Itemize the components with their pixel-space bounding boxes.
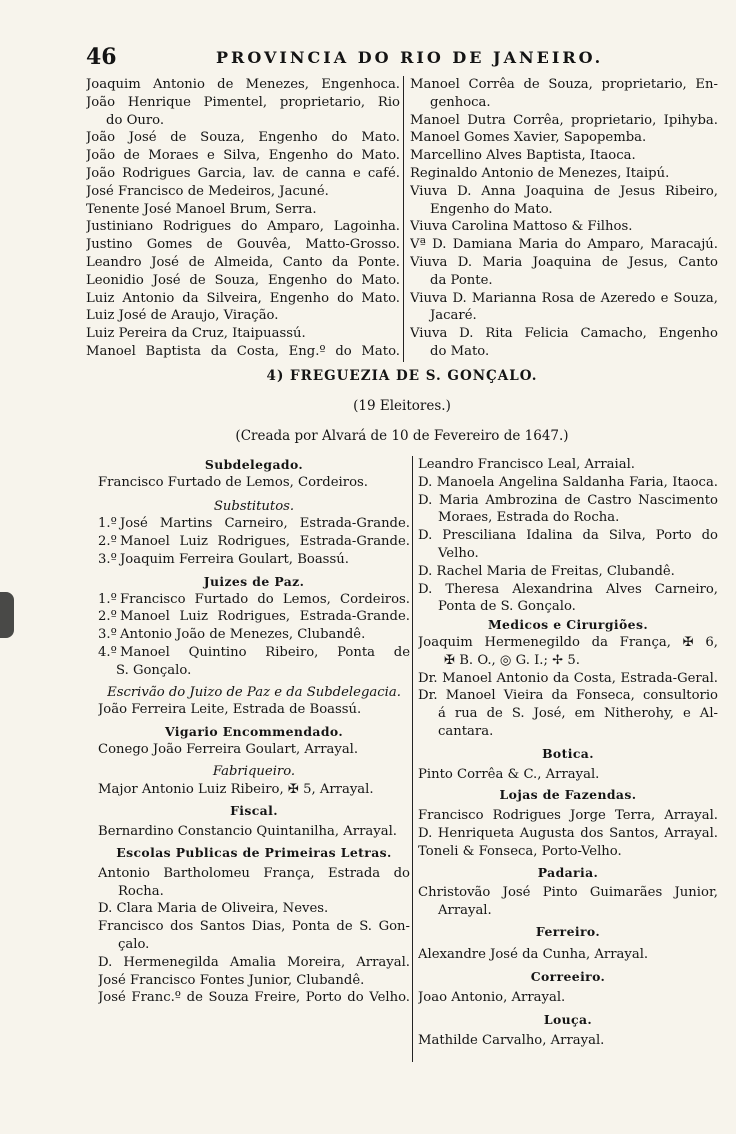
item-text: Manoel Luiz Rodrigues, Estrada-Grande. xyxy=(120,609,410,625)
item-number: 1.º xyxy=(98,591,117,607)
louca-heading: Louça. xyxy=(543,1012,593,1028)
fiscal-heading: Fiscal. xyxy=(230,803,278,819)
escola-item: José Franc.º de Souza Freire, Porto do Velho. xyxy=(98,990,410,1006)
item-number: 2.º xyxy=(98,534,117,550)
loja-item: Toneli & Fonseca, Porto-Velho. xyxy=(418,843,622,859)
list-item: João de Moraes e Silva, Engenho do Mato. xyxy=(86,148,400,164)
escola-item: D. Manoela Angelina Saldanha Faria, Itaoca. xyxy=(418,474,718,490)
item-number: 4.º xyxy=(98,644,117,660)
item-text: Francisco Furtado do Lemos, Cordeiros. xyxy=(120,591,410,607)
column-divider xyxy=(412,456,413,1062)
page-header xyxy=(86,44,718,72)
list-item: Jacaré. xyxy=(430,308,477,324)
padaria-heading: Padaria. xyxy=(537,864,599,880)
list-item: Tenente José Manoel Brum, Serra. xyxy=(86,201,317,217)
item-number: 3.º xyxy=(98,551,117,567)
page-title: PROVINCIA DO RIO DE JANEIRO. xyxy=(216,48,604,67)
vigario-heading: Vigario Encommendado. xyxy=(164,724,344,740)
subdelegado-entry: Francisco Furtado de Lemos, Cordeiros. xyxy=(98,474,368,490)
escola-item: Velho. xyxy=(438,545,479,561)
list-item: Reginaldo Antonio de Menezes, Itaipú. xyxy=(410,165,670,181)
list-item: Viuva D. Rita Felicia Camacho, Engenho xyxy=(410,326,718,342)
escrivao-entry: João Ferreira Leite, Estrada de Boassú. xyxy=(98,702,362,718)
list-item: Viuva D. Marianna Rosa de Azeredo e Souza, xyxy=(410,290,718,306)
juiz-item xyxy=(98,591,410,609)
padaria-entry: Christovão José Pinto Guimarães Junior, xyxy=(418,885,718,901)
section-electors: (19 Eleitores.) xyxy=(353,398,451,414)
item-number: 3.º xyxy=(98,627,117,643)
fabriqueiro-heading: Fabriqueiro. xyxy=(212,763,296,779)
list-item: Engenho do Mato. xyxy=(430,201,553,217)
botica-entry: Pinto Corrêa & C., Arrayal. xyxy=(418,766,600,782)
escola-item: D. Theresa Alexandrina Alves Carneiro, xyxy=(418,581,718,597)
escola-item: D. Presciliana Idalina da Silva, Porto do xyxy=(418,528,718,544)
list-item: Manoel Gomes Xavier, Sapopemba. xyxy=(410,130,647,146)
substituto-item xyxy=(98,515,410,533)
fiscal-entry: Bernardino Constancio Quintanilha, Arrayal. xyxy=(98,824,397,840)
medico-item: Joaquim Hermenegildo da França, ✠ 6, xyxy=(418,634,718,650)
escola-item: çalo. xyxy=(118,936,150,952)
item-text: Antonio João de Menezes, Clubandê. xyxy=(120,627,366,643)
list-item: Leandro José de Almeida, Canto da Ponte. xyxy=(86,254,400,270)
top-left-column xyxy=(86,76,400,361)
escola-item: Francisco dos Santos Dias, Ponta de S. Gon- xyxy=(98,919,410,935)
list-item: do Ouro. xyxy=(106,112,165,128)
substituto-item xyxy=(98,533,410,551)
lojas-heading: Lojas de Fazendas. xyxy=(499,787,637,803)
vigario-entry: Conego João Ferreira Goulart, Arrayal. xyxy=(98,741,359,757)
loja-item: D. Henriqueta Augusta dos Santos, Arrayal. xyxy=(418,825,718,841)
list-item: José Francisco de Medeiros, Jacuné. xyxy=(86,183,329,199)
escola-item: D. Clara Maria de Oliveira, Neves. xyxy=(98,901,329,917)
binding-ink-mark xyxy=(0,592,14,638)
correeiro-entry: Joao Antonio, Arrayal. xyxy=(418,990,566,1006)
item-text: Manoel Quintino Ribeiro, Ponta de xyxy=(120,644,410,660)
medico-item: á rua de S. José, em Nitherohy, e Al- xyxy=(438,706,718,722)
substituto-item xyxy=(98,551,410,569)
page-number: 46 xyxy=(86,44,117,70)
list-item: Luiz Antonio da Silveira, Engenho do Mato. xyxy=(86,290,400,306)
list-item: Vª D. Damiana Maria do Amparo, Maracajú. xyxy=(410,237,718,253)
item-text: José Martins Carneiro, Estrada-Grande. xyxy=(120,516,410,532)
list-item: Manoel Dutra Corrêa, proprietario, Ipihyba. xyxy=(410,112,718,128)
medicos-heading: Medicos e Cirurgiões. xyxy=(487,617,649,633)
escola-item: Antonio Bartholomeu França, Estrada do xyxy=(98,865,410,881)
medico-item: cantara. xyxy=(438,723,494,739)
botica-heading: Botica. xyxy=(542,745,594,761)
list-item: João Henrique Pimentel, proprietario, Rio xyxy=(86,94,400,110)
list-item: Justiniano Rodrigues do Amparo, Lagoinha. xyxy=(86,219,400,235)
loja-item: Francisco Rodrigues Jorge Terra, Arrayal. xyxy=(418,808,718,824)
list-item: Luiz Pereira da Cruz, Itaipuassú. xyxy=(86,326,306,342)
list-item: Justino Gomes de Gouvêa, Matto-Grosso. xyxy=(86,237,400,253)
medico-item: Dr. Manoel Vieira da Fonseca, consultorio xyxy=(418,688,718,704)
fabriqueiro-entry: Major Antonio Luiz Ribeiro, ✠ 5, Arrayal. xyxy=(98,781,374,797)
item-text: Joaquim Ferreira Goulart, Boassú. xyxy=(120,551,349,567)
escola-item: Ponta de S. Gonçalo. xyxy=(438,599,576,615)
medico-item: ✠ B. O., ◎ G. I.; ✢ 5. xyxy=(444,652,580,668)
escola-item: D. Rachel Maria de Freitas, Clubandê. xyxy=(418,563,675,579)
section-created-note: (Creada por Alvará de 10 de Fevereiro de 1647.) xyxy=(235,428,569,444)
list-item: genhoca. xyxy=(430,94,491,110)
padaria-entry: Arrayal. xyxy=(438,903,492,919)
juiz-item-cont: S. Gonçalo. xyxy=(116,662,192,678)
bottom-right-column xyxy=(418,456,718,1050)
escolas-heading: Escolas Publicas de Primeiras Letras. xyxy=(116,844,392,860)
list-item: Luiz José de Araujo, Viração. xyxy=(86,308,279,324)
juizes-heading: Juizes de Paz. xyxy=(203,573,305,589)
list-item: Viuva Carolina Mattoso & Filhos. xyxy=(410,219,633,235)
list-item: Viuva D. Maria Joaquina de Jesus, Canto xyxy=(410,254,718,270)
juiz-item xyxy=(98,608,410,626)
escola-item: Moraes, Estrada do Rocha. xyxy=(438,510,620,526)
item-number: 1.º xyxy=(98,516,117,532)
item-number: 2.º xyxy=(98,609,117,625)
list-item: da Ponte. xyxy=(430,272,493,288)
bottom-left-column xyxy=(98,456,410,1007)
list-item: João José de Souza, Engenho do Mato. xyxy=(86,130,400,146)
list-item: Manoel Baptista da Costa, Eng.º do Mato. xyxy=(86,343,400,359)
escola-item: Leandro Francisco Leal, Arraial. xyxy=(418,457,636,472)
list-item: João Rodrigues Garcia, lav. de canna e café. xyxy=(86,165,400,181)
list-item: Leonidio José de Souza, Engenho do Mato. xyxy=(86,272,400,288)
column-divider xyxy=(403,76,404,362)
ferreiro-entry: Alexandre José da Cunha, Arrayal. xyxy=(418,946,649,962)
ferreiro-heading: Ferreiro. xyxy=(535,923,601,939)
escola-item: D. Maria Ambrozina de Castro Nascimento xyxy=(418,492,718,508)
list-item: Manoel Corrêa de Souza, proprietario, En- xyxy=(410,77,718,92)
correeiro-heading: Correeiro. xyxy=(530,968,606,984)
list-item: Viuva D. Anna Joaquina de Jesus Ribeiro, xyxy=(410,183,718,199)
list-item: do Mato. xyxy=(430,343,490,359)
top-right-column xyxy=(410,76,718,361)
section-title: 4) FREGUEZIA DE S. GONÇALO. xyxy=(266,368,538,384)
escrivao-heading: Escrivão do Juizo de Paz e da Subdelegacia. xyxy=(107,684,401,700)
juiz-item xyxy=(98,626,410,644)
list-item: Joaquim Antonio de Menezes, Engenhoca. xyxy=(86,77,400,92)
medico-item: Dr. Manoel Antonio da Costa, Estrada-Geral. xyxy=(418,670,718,686)
escola-item: D. Hermenegilda Amalia Moreira, Arrayal. xyxy=(98,954,410,970)
escola-item: Rocha. xyxy=(118,883,164,899)
subdelegado-heading: Subdelegado. xyxy=(204,457,304,472)
list-item: Marcellino Alves Baptista, Itaoca. xyxy=(410,148,636,164)
escola-item: José Francisco Fontes Junior, Clubandê. xyxy=(98,972,365,988)
item-text: Manoel Luiz Rodrigues, Estrada-Grande. xyxy=(120,534,410,550)
juiz-item xyxy=(98,644,410,662)
louca-entry: Mathilde Carvalho, Arrayal. xyxy=(418,1032,605,1048)
substitutos-heading: Substitutos. xyxy=(213,498,295,514)
